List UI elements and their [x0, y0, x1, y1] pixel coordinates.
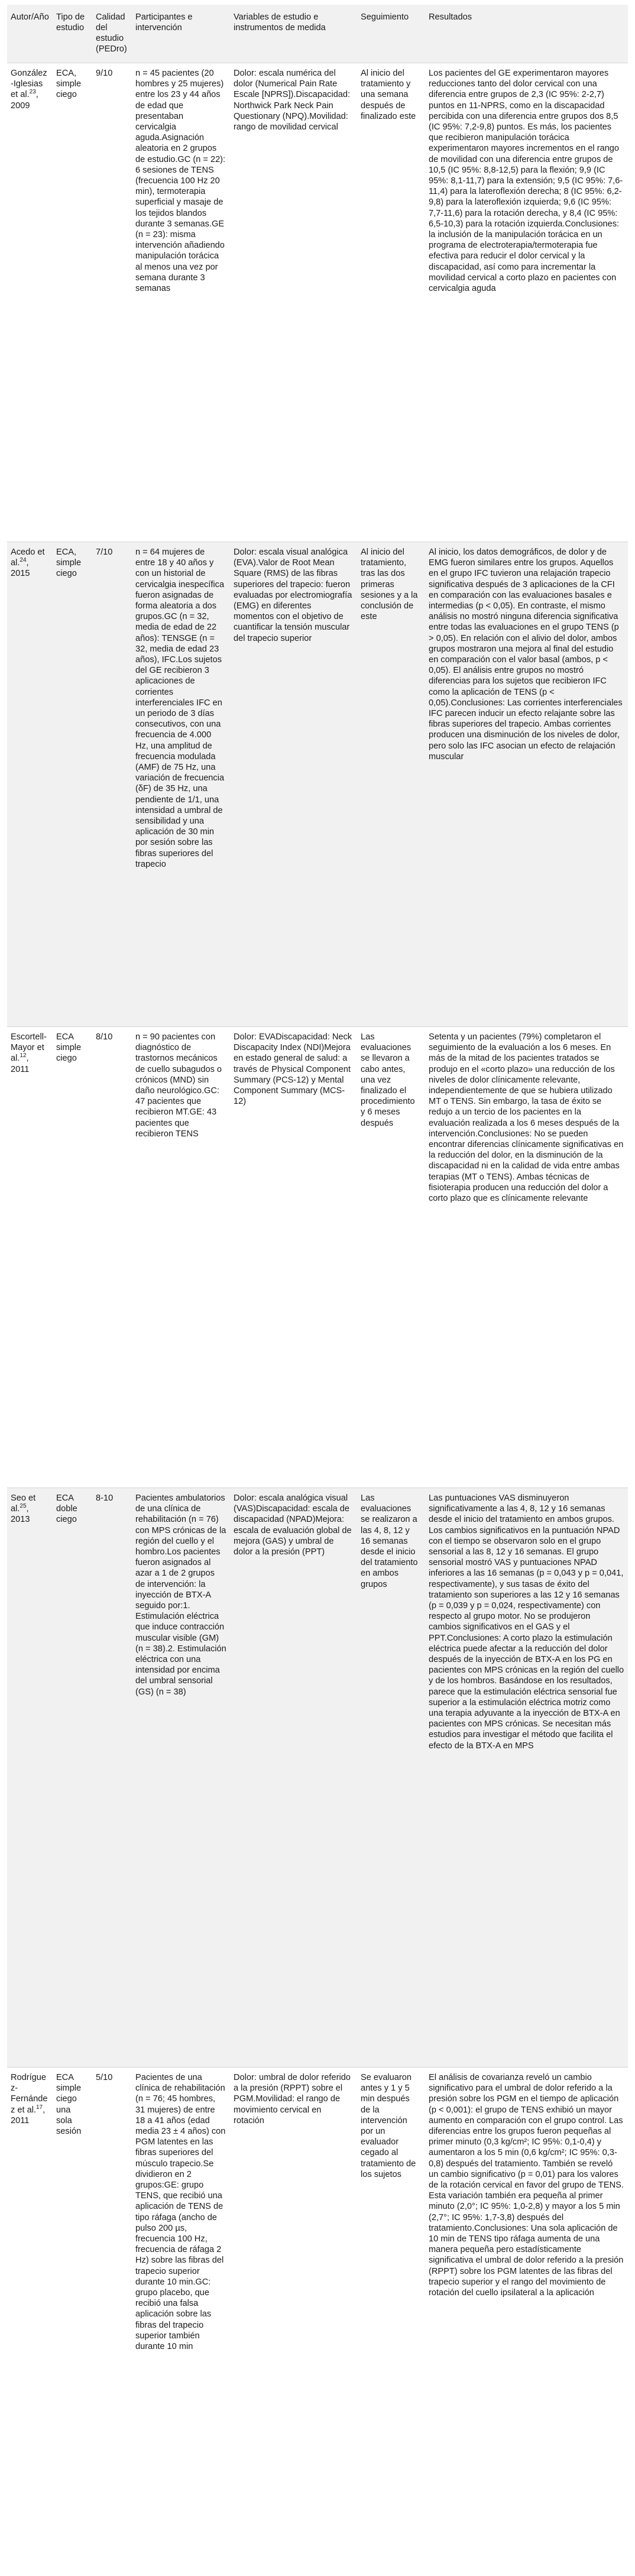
table-row: [7, 542, 628, 1027]
table-row: [7, 1488, 628, 2068]
cell-variables: Dolor: escala analógica visual (VAS)Discapacidad: escala de discapacidad (NPAD)Mejora: escala de evaluación global de mejora (GAS) y umbral de dolor a la presión (PPT): [230, 1488, 357, 2068]
cell-author: González-Iglesias et al.$^{23}$, 2009: [7, 63, 53, 542]
cell-results: Setenta y un pacientes (79%) completaron el seguimiento de la evaluación a los 6 meses. En más de la mitad de los pacientes tratados se produjo en el «corto plazo» una reducción de los niveles de dolor clínicamente relevante, independientemente de que se hubiera utilizado MT o TENS. Sin embargo, la tasa de éxito se redujo a un tercio de los pacientes en la evaluación realizada a los 6 meses después de la intervención.Conclusiones: No se pueden encontrar diferencias clínicamente significativas en la reducción del dolor, en la disminución de la discapacidad ni en la calidad de vida entre ambas terapias (MT o TENS). Ambas técnicas de fisioterapia producen una reducción del dolor a corto plazo que es clínicamente relevante: [425, 1027, 628, 1488]
cell-author: Acedo et al.$^{24}$, 2015: [7, 542, 53, 1027]
table-row: [7, 63, 628, 542]
cell-participants: n = 45 pacientes (20 hombres y 25 mujeres) entre los 23 y 44 años de edad que presentaban cervicalgia aguda.Asignación aleatoria en 2 grupos de estudio.GC (n = 22): 6 sesiones de TENS (frecuencia 100 Hz 20 min), termoterapia superficial y masaje de los tejidos blandos durante 3 semanas.GE (n = 23): misma intervención añadiendo manipulación torácica al menos una vez por semana durante 3 semanas: [132, 63, 230, 542]
cell-results: Los pacientes del GE experimentaron mayores reducciones tanto del dolor cervical con una diferencia entre grupos de 2,3 (IC 95%: 2-2,7) puntos en 11-NPRS, como en la discapacidad percibida con una diferencia entre grupos dos 8,5 (IC 95%: 7,2-9,8) puntos. Es más, los pacientes que recibieron manipulación torácica experimentaron mayores incrementos en el rango de movilidad con una diferencia entre grupos de 10,5 (IC 95%: 8,8-12,5) para la flexión; 9,9 (IC 95%: 8,1-11,7) para la extensión; 9,5 (IC 95%: 7,6-11,4) para la lateroflexión derecha; 8 (IC 95%: 6,2-9,8) para la lateroflexión izquierda; 9,6 (IC 95%: 7,7-11,6) para la rotación derecha, y 8,4 (IC 95%: 6,5-10,3) para la rotación izquierda.Conclusiones: la inclusión de la manipulación torácica en un programa de electroterapia/termoterapia fue efectiva para reducir el dolor cervical y la discapacidad, así como para incrementar la movilidad cervical a corto plazo en pacientes con cervicalgia aguda: [425, 63, 628, 542]
header-study-type: Tipo de estudio: [53, 5, 92, 63]
cell-study-type: ECA, simple ciego: [53, 63, 92, 542]
studies-table: [7, 5, 628, 2576]
cell-participants: n = 90 pacientes con diagnóstico de trastornos mecánicos de cuello subagudos o crónicos (MND) sin daño neurológico.GC: 47 pacientes que recibieron MT.GE: 43 pacientes que recibieron TENS: [132, 1027, 230, 1488]
cell-study-type: ECA simple ciego una sola sesión: [53, 2068, 92, 2576]
cell-quality: 7/10: [92, 542, 132, 1027]
cell-variables: Dolor: umbral de dolor referido a la presión (RPPT) sobre el PGM.Movilidad: el rango de movimiento cervical en rotación: [230, 2068, 357, 2576]
cell-author: Seo et al.$^{25}$, 2013: [7, 1488, 53, 2068]
header-results: Resultados: [425, 5, 628, 63]
cell-participants: Pacientes de una clínica de rehabilitación (n = 76; 45 hombres, 31 mujeres) de entre 18 a 41 años (edad media 23 ± 4 años) con PGM latentes en las fibras superiores del músculo trapecio.Se dividieron en 2 grupos:GE: grupo TENS, que recibió una aplicación de TENS de tipo ráfaga (ancho de pulso 200 µs, frecuencia 100 Hz, frecuencia de ráfaga 2 Hz) sobre las fibras del trapecio superior durante 10 min.GC: grupo placebo, que recibió una falsa aplicación sobre las fibras del trapecio superior también durante 10 min: [132, 2068, 230, 2576]
header-row: [7, 5, 628, 63]
cell-followup: Las evaluaciones se realizaron a las 4, 8, 12 y 16 semanas desde el inicio del tratamiento en ambos grupos: [357, 1488, 425, 2068]
cell-study-type: ECA, simple ciego: [53, 542, 92, 1027]
cell-quality: 9/10: [92, 63, 132, 542]
header-variables: Variables de estudio e instrumentos de medida: [230, 5, 357, 63]
table-row: [7, 2068, 628, 2576]
cell-study-type: ECA simple ciego: [53, 1027, 92, 1488]
cell-followup: Al inicio del tratamiento y una semana después de finalizado este: [357, 63, 425, 542]
cell-results: El análisis de covarianza reveló un cambio significativo para el umbral de dolor referido a la presión sobre los PGM en el tiempo de aplicación (p < 0,001): el grupo de TENS exhibió un mayor aumento en comparación con el grupo control. Las diferencias entre los grupos fueron pequeñas al primer minuto (0,3 kg/cm²; IC 95%: 0,1-0,4) y aumentaron a los 5 min (0,6 kg/cm²; IC 95%: 0,3-0,8) después del tratamiento. También se reveló un cambio significativo (p = 0,01) para los valores de la rotación cervical en favor del grupo de TENS. Esta variación también era pequeña al primer minuto (2,0°; IC 95%: 1,0-2,8) y mayor a los 5 min (2,7°; IC 95%: 1,7-3,8) después del tratamiento.Conclusiones: Una sola aplicación de 10 min de TENS tipo ráfaga aumenta de una manera pequeña pero estadísticamente significativa el umbral de dolor referido a la presión (RPPT) sobre los PGM latentes de las fibras del trapecio superior y el rango del movimiento de rotación del cuello ipsilateral a la aplicación: [425, 2068, 628, 2576]
cell-followup: Al inicio del tratamiento, tras las dos primeras sesiones y a la conclusión de este: [357, 542, 425, 1027]
cell-quality: 5/10: [92, 2068, 132, 2576]
cell-results: Las puntuaciones VAS disminuyeron significativamente a las 4, 8, 12 y 16 semanas desde el inicio del tratamiento en ambos grupos. Los cambios significativos en la puntuación NPAD con el tiempo se observaron solo en el grupo sensorial a las 8, 12 y 16 semanas. El grupo sensorial mostró VAS y puntuaciones NPAD inferiores a las 16 semanas (p = 0,043 y p = 0,041, respectivamente), y sus tasas de éxito del tratamiento son superiores a las 12 y 16 semanas (p = 0,039 y p = 0,024, respectivamente) con respecto al grupo motor. No se produjeron cambios significativos en el GAS y el PPT.Conclusiones: A corto plazo la estimulación eléctrica puede afectar a la reducción del dolor después de la inyección de BTX-A en los PG en pacientes con MPS crónicas en la región del cuello y de los hombros. Basándose en los resultados, parece que la estimulación eléctrica sensorial fue superior a la estimulación eléctrica motriz como una terapia adyuvante a la inyección de BTX-A en pacientes con MPS crónicas. Se necesitan más estudios para investigar el método que facilita el efecto de la BTX-A en MPS: [425, 1488, 628, 2068]
cell-variables: Dolor: escala numérica del dolor (Numerical Pain Rate Escale [NPRS]).Discapacidad: Northwick Park Neck Pain Questionary (NPQ).Movilidad: rango de movilidad cervical: [230, 63, 357, 542]
header-author: Autor/Año: [7, 5, 53, 63]
cell-participants: Pacientes ambulatorios de una clínica de rehabilitación (n = 76) con MPS crónicas de la región del cuello y el hombro.Los pacientes fueron asignados al azar a 1 de 2 grupos de intervención: la inyección de BTX-A seguido por:1. Estimulación eléctrica que induce contracción muscular visible (GM) (n = 38).2. Estimulación eléctrica con una intensidad por encima del umbral sensorial (GS) (n = 38): [132, 1488, 230, 2068]
cell-study-type: ECA doble ciego: [53, 1488, 92, 2068]
cell-variables: Dolor: EVADiscapacidad: Neck Discapacity Index (NDI)Mejora en estado general de salud: a través de Physical Component Summary (PCS-12) y Mental Component Summary (MCS-12): [230, 1027, 357, 1488]
cell-results: Al inicio, los datos demográficos, de dolor y de EMG fueron similares entre los grupos. Aquellos en el grupo IFC tuvieron una relajación trapecio significativa después de 3 aplicaciones de la CFI en comparación con las evaluaciones basales e intermedias (p < 0,05). En contraste, el mismo análisis no mostró ninguna diferencia significativa entre todas las evaluaciones en el grupo TENS (p > 0,05). En relación con el alivio del dolor, ambos grupos mostraron una mejora al final del estudio en comparación con el valor basal (ambos, p < 0,05). El análisis entre grupos no mostró diferencias para los sujetos que recibieron IFC como la aplicación de TENS (p < 0,05).Conclusiones: Las corrientes interferenciales IFC parecen inducir un efecto relajante sobre las fibras superiores del trapecio. Ambas corrientes producen una disminución de los niveles de dolor, pero solo las IFC asocian un efecto de relajación muscular: [425, 542, 628, 1027]
cell-participants: n = 64 mujeres de entre 18 y 40 años y con un historial de cervicalgia inespecífica fueron asignadas de forma aleatoria a dos grupos.GC (n = 32, media de edad de 22 años): TENSGE (n = 32, media de edad 23 años), IFC.Los sujetos del GE recibieron 3 aplicaciones de corrientes interferenciales IFC en un periodo de 3 días consecutivos, con una frecuencia de 4.000 Hz, una amplitud de frecuencia modulada (AMF) de 75 Hz, una variación de frecuencia (δF) de 35 Hz, una pendiente de 1/1, una intensidad a umbral de sensibilidad y una aplicación de 30 min por sesión sobre las fibras superiores del trapecio: [132, 542, 230, 1027]
cell-followup: Se evaluaron antes y 1 y 5 min después de la intervención por un evaluador cegado al tratamiento de los sujetos: [357, 2068, 425, 2576]
cell-quality: 8/10: [92, 1027, 132, 1488]
cell-followup: Las evaluaciones se llevaron a cabo antes, una vez finalizado el procedimiento y 6 meses después: [357, 1027, 425, 1488]
cell-author: Escortell-Mayor et al.$^{12}$, 2011: [7, 1027, 53, 1488]
cell-quality: 8-10: [92, 1488, 132, 2068]
table-row: [7, 1027, 628, 1488]
cell-variables: Dolor: escala visual analógica (EVA).Valor de Root Mean Square (RMS) de las fibras superiores del trapecio: fueron evaluadas por electromiografía (EMG) en diferentes momentos con el objetivo de cuantificar la tensión muscular del trapecio superior: [230, 542, 357, 1027]
header-participants: Participantes e intervención: [132, 5, 230, 63]
cell-author: Rodríguez-Fernández et al.$^{17}$, 2011: [7, 2068, 53, 2576]
header-followup: Seguimiento: [357, 5, 425, 63]
header-quality: Calidad del estudio (PEDro): [92, 5, 132, 63]
